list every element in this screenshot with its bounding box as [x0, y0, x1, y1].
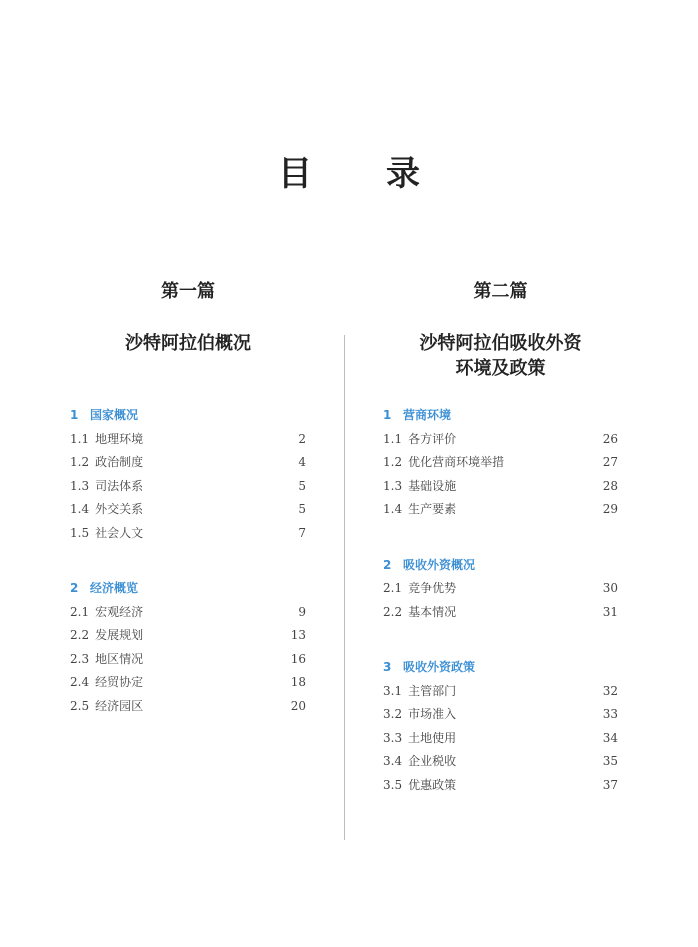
entry-number: 1.4: [383, 502, 403, 516]
entry-label: [383, 774, 456, 798]
part-1-label: 第一篇: [161, 281, 215, 302]
entry-title: 企业税收: [408, 754, 457, 768]
entry-page-number: 37: [602, 777, 618, 792]
entry-title: 市场准入: [408, 707, 457, 721]
part-1-sections: [70, 404, 306, 718]
part-2-title-line-2: 环境及政策: [455, 358, 546, 379]
entry-page-number: 20: [290, 698, 306, 713]
entry-label: [70, 601, 143, 625]
entry-label: [70, 671, 143, 695]
entry-page-number: 35: [602, 754, 618, 768]
entry-title: 基本情况: [408, 604, 457, 619]
entry-title: 优化营商环境举措: [408, 455, 505, 469]
entry-page-number: 4: [298, 455, 306, 469]
entry-label: [383, 680, 456, 704]
entry-number: 2.4: [70, 675, 90, 689]
entry-title: 土地使用: [408, 730, 457, 745]
entry-title: 发展规划: [95, 628, 144, 642]
entry-title: 政治制度: [95, 455, 144, 469]
entry-number: 2.1: [383, 581, 403, 595]
section-title: 经济概览: [90, 581, 139, 595]
entry-number: 3.3: [383, 730, 403, 745]
entry-label: [383, 750, 456, 774]
entry-page-number: 16: [290, 651, 306, 666]
toc-entry[interactable]: [70, 451, 306, 475]
part-1-title-line: 沙特阿拉伯概况: [125, 333, 251, 354]
entry-page-number: 27: [602, 455, 618, 469]
section-heading[interactable]: [70, 404, 306, 428]
entry-page-number: 13: [290, 628, 306, 642]
entry-page-number: 7: [298, 525, 306, 540]
toc-entry[interactable]: [383, 774, 618, 798]
entry-number: 1.4: [70, 502, 90, 516]
toc-entry[interactable]: [70, 695, 306, 719]
section-gap: [383, 624, 618, 656]
entry-number: 2.1: [70, 604, 90, 619]
entry-page-number: 9: [298, 604, 306, 619]
entry-number: 1.1: [383, 431, 403, 446]
entry-title: 地理环境: [95, 431, 144, 446]
toc-entry[interactable]: [70, 522, 306, 546]
entry-number: 3.2: [383, 707, 403, 721]
section-title: 吸收外资概况: [403, 557, 476, 572]
entry-label: [383, 601, 456, 625]
toc-entry[interactable]: [383, 727, 618, 751]
entry-label: [70, 475, 143, 499]
toc-entry[interactable]: [383, 475, 618, 499]
entry-number: 2.3: [70, 651, 90, 666]
entry-label: [70, 498, 143, 522]
entry-label: [70, 648, 143, 672]
entry-number: 1.3: [70, 478, 90, 493]
entry-page-number: 33: [602, 707, 618, 721]
entry-number: 1.2: [383, 455, 403, 469]
column-divider: [344, 335, 345, 840]
section-number: 3: [383, 660, 392, 674]
entry-page-number: 2: [298, 431, 306, 446]
entry-title: 主管部门: [408, 683, 457, 698]
entry-label: [70, 451, 143, 475]
entry-title: 外交关系: [95, 502, 144, 516]
section-gap: [70, 545, 306, 577]
entry-label: [383, 727, 456, 751]
section-number: 2: [383, 557, 392, 572]
entry-label: [383, 577, 456, 601]
entry-page-number: 32: [602, 683, 618, 698]
section-heading[interactable]: [383, 404, 618, 428]
title-char-2: 录: [386, 154, 420, 194]
toc-entry[interactable]: [70, 428, 306, 452]
entry-label: [383, 475, 456, 499]
toc-entry[interactable]: [383, 498, 618, 522]
entry-title: 生产要素: [408, 502, 457, 516]
toc-entry[interactable]: [70, 671, 306, 695]
part-2-title: [383, 331, 618, 381]
toc-entry[interactable]: [70, 475, 306, 499]
entry-title: 社会人文: [95, 525, 144, 540]
entry-title: 经贸协定: [95, 675, 144, 689]
entry-number: 3.1: [383, 683, 403, 698]
entry-number: 1.2: [70, 455, 90, 469]
section-number: 1: [70, 408, 79, 422]
toc-entry[interactable]: [383, 601, 618, 625]
section-title: 吸收外资政策: [403, 660, 476, 674]
entry-page-number: 34: [602, 730, 618, 745]
entry-page-number: 26: [602, 431, 618, 446]
toc-entry[interactable]: [70, 624, 306, 648]
entry-title: 宏观经济: [95, 604, 144, 619]
toc-entry[interactable]: [383, 750, 618, 774]
entry-label: [383, 498, 456, 522]
section-gap: [383, 522, 618, 554]
toc-entry[interactable]: [383, 680, 618, 704]
entry-label: [70, 522, 143, 546]
entry-label: [383, 451, 504, 475]
entry-title: 优惠政策: [408, 777, 457, 792]
entry-number: 2.5: [70, 698, 90, 713]
entry-title: 司法体系: [95, 478, 144, 493]
part-1-title: [70, 331, 306, 356]
entry-page-number: 29: [602, 502, 618, 516]
toc-entry[interactable]: [70, 601, 306, 625]
entry-title: 竞争优势: [408, 581, 457, 595]
entry-page-number: 30: [602, 581, 618, 595]
entry-page-number: 28: [602, 478, 618, 493]
entry-number: 1.3: [383, 478, 403, 493]
entry-number: 2.2: [383, 604, 403, 619]
entry-label: [383, 428, 456, 452]
entry-number: 1.5: [70, 525, 90, 540]
entry-page-number: 18: [290, 675, 306, 689]
entry-number: 3.5: [383, 777, 403, 792]
title-char-1: 目: [278, 154, 312, 194]
entry-label: [383, 703, 456, 727]
entry-title: 各方评价: [408, 431, 457, 446]
toc-entry[interactable]: [70, 648, 306, 672]
section-heading[interactable]: [70, 577, 306, 601]
section-title: 国家概况: [90, 408, 139, 422]
entry-page-number: 5: [298, 502, 306, 516]
entry-label: [70, 428, 143, 452]
toc-entry[interactable]: [383, 703, 618, 727]
toc-entry[interactable]: [383, 451, 618, 475]
page-title: [0, 146, 698, 195]
section-number: 2: [70, 581, 79, 595]
toc-entry[interactable]: [383, 577, 618, 601]
section-heading[interactable]: [383, 554, 618, 578]
part-2-sections: [383, 404, 618, 797]
entry-page-number: 31: [602, 604, 618, 619]
entry-number: 3.4: [383, 754, 403, 768]
entry-page-number: 5: [298, 478, 306, 493]
toc-entry[interactable]: [70, 498, 306, 522]
part-2-label: 第二篇: [473, 281, 528, 302]
section-number: 1: [383, 408, 392, 422]
entry-title: 基础设施: [408, 478, 457, 493]
toc-entry[interactable]: [383, 428, 618, 452]
part-2-title-line-1: 沙特阿拉伯吸收外资: [419, 333, 582, 354]
section-heading[interactable]: [383, 656, 618, 680]
section-title: 营商环境: [403, 408, 452, 422]
entry-label: [70, 624, 143, 648]
entry-number: 2.2: [70, 628, 90, 642]
entry-number: 1.1: [70, 431, 90, 446]
entry-title: 经济园区: [95, 698, 144, 713]
entry-label: [70, 695, 143, 719]
entry-title: 地区情况: [95, 651, 144, 666]
